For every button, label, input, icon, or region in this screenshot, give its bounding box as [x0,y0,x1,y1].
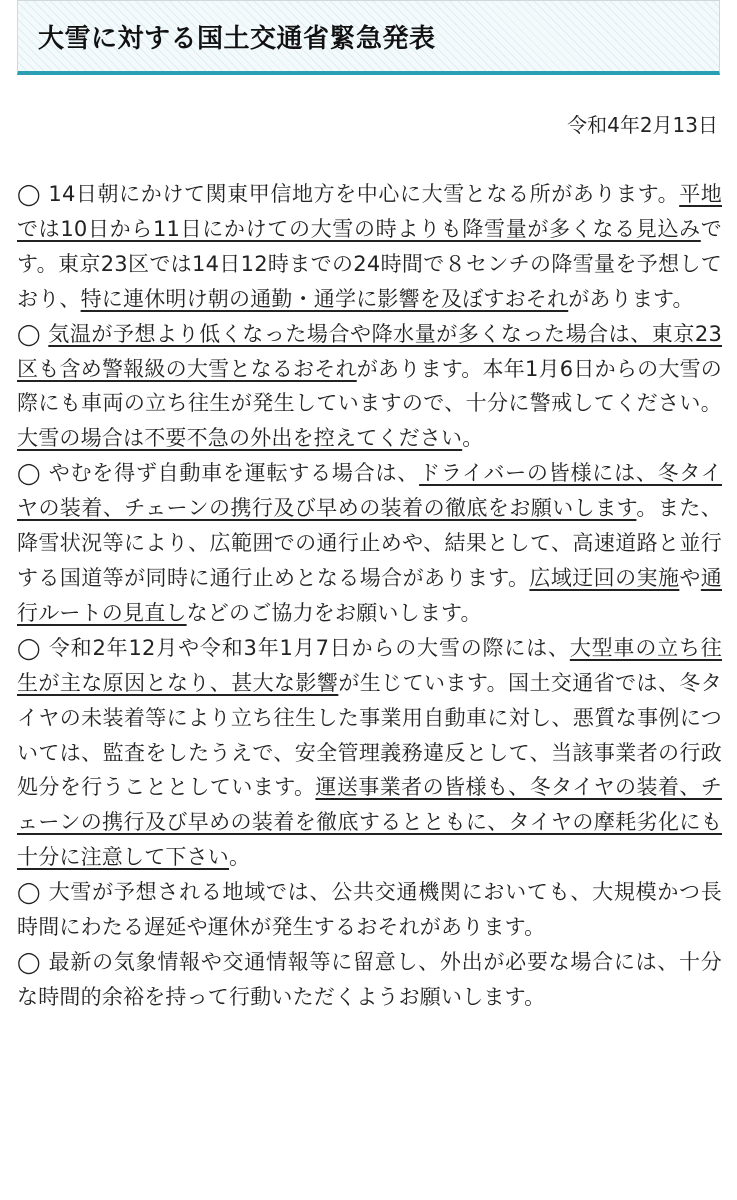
announcement-date: 令和4年2月13日 [567,113,718,137]
paragraph-text: ◯ やむを得ず自動車を運転する場合は、 [17,461,420,486]
paragraph-text: 。また、降雪状況等により、広範囲での通行止めや、結果として、高速道路と並行する国道等が同時に通行止めとなる場合があります。 [17,496,722,590]
underlined-emphasis: ドライバーの皆様には、冬タイヤの装着、チェーンの携行及び早めの装着の徹底をお願いします [17,461,722,521]
paragraph-text: 。 [462,426,484,451]
paragraph-5 [17,875,722,945]
paragraph-text: があります。 [568,286,694,311]
paragraph-text: 。 [229,845,251,870]
paragraph-2 [17,317,722,457]
paragraph-6 [17,945,722,1015]
paragraph-text: が生じています。国土交通省では、冬タイヤの未装着等により立ち往生した事業用自動車に対し、悪質な事例については、監査をしたうえで、安全管理義務違反として、当該事業者の行政処分を行うこととしています。 [17,670,723,800]
paragraph-text: です。東京23区では14日12時までの24時間で８センチの降雪量を予想しており、 [17,216,722,311]
underlined-emphasis: 平地では10日から11日にかけての大雪の時よりも降雪量が多くなる見込み [17,182,722,241]
paragraph-text: や [679,565,701,590]
paragraph-text: ◯ 令和2年12月や令和3年1月7日からの大雪の際には、 [17,635,570,660]
paragraph-4 [17,631,722,875]
paragraph-1 [17,177,722,317]
title-banner [17,0,720,75]
paragraph-text: ◯ 14日朝にかけて関東甲信地方を中心に大雪となる所があります。 [17,182,680,206]
underlined-emphasis: 大雪の場合は不要不急の外出を控えてください [17,426,463,451]
paragraph-text: ◯ 大雪が予想される地域では、公共交通機関においても、大規模かつ長時間にわたる遅延や運休が発生するおそれがあります。 [17,880,722,940]
page-title: 大雪に対する国土交通省緊急発表 [38,24,436,54]
paragraph-text: ◯ 最新の気象情報や交通情報等に留意し、外出が必要な場合には、十分な時間的余裕を持って行動いただくようお願いします。 [17,949,722,1009]
paragraph-text: などのご協力をお願いします。 [186,600,482,625]
underlined-emphasis: 広域迂回の実施 [529,565,680,590]
paragraph-text: ◯ [17,321,49,346]
announcement-body [17,177,722,1015]
underlined-emphasis: 大型車の立ち往生が主な原因となり、甚大な影響 [17,635,722,695]
paragraph-text: があります。本年1月6日からの大雪の際にも車両の立ち往生が発生していますので、十分に警戒してください。 [17,356,723,416]
underlined-emphasis: 気温が予想より低くなった場合や降水量が多くなった場合は、東京23区も含め警報級の大雪となるおそれ [17,321,723,381]
paragraph-3 [17,456,722,631]
underlined-emphasis: 特に連休明け朝の通勤・通学に影響を及ぼすおそれ [80,286,569,311]
underlined-emphasis: 通行ルートの見直し [17,565,722,625]
underlined-emphasis: 運送事業者の皆様も、冬タイヤの装着、チェーンの携行及び早めの装着を徹底するとともに、タイヤの摩耗劣化にも十分に注意して下さい [17,775,722,870]
